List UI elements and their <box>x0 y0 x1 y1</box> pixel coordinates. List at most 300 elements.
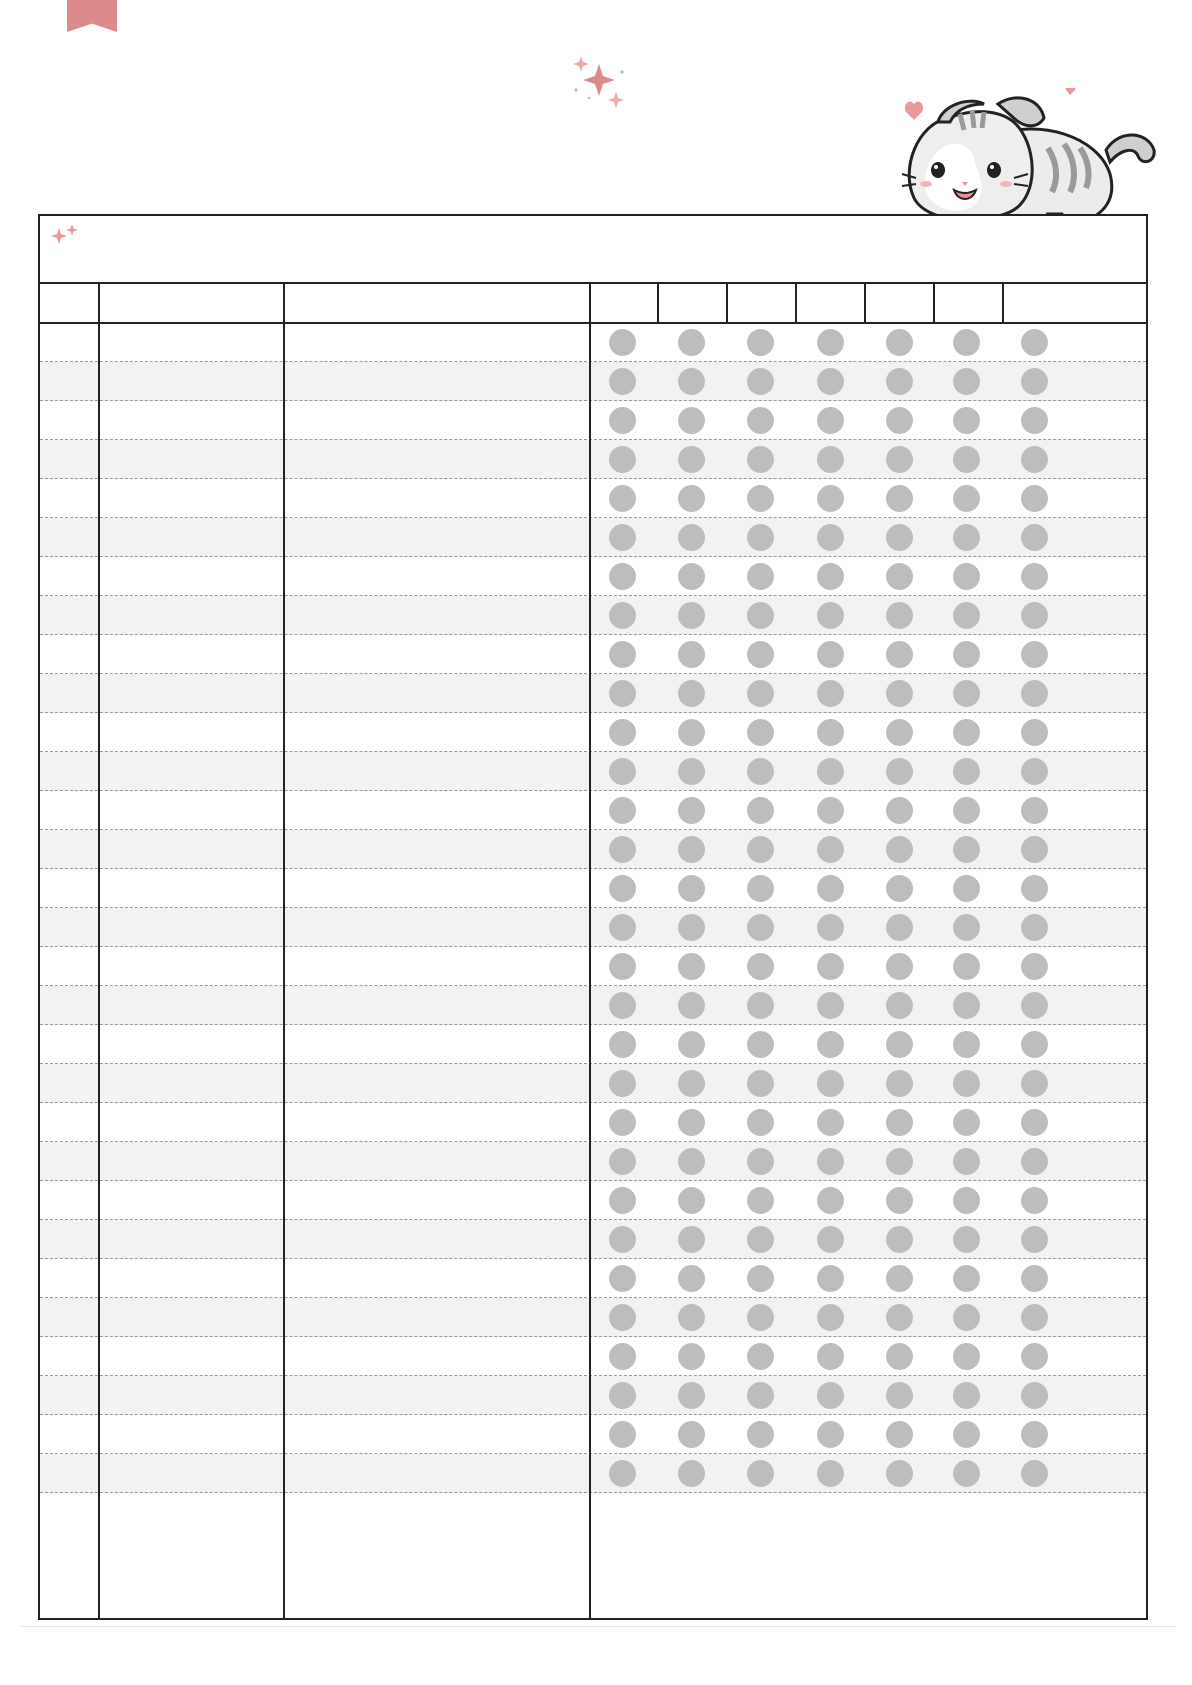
row-number-cell[interactable] <box>40 869 98 907</box>
habit-checkbox[interactable] <box>817 1382 844 1409</box>
habit-checkbox[interactable] <box>1021 914 1048 941</box>
notes-cell[interactable] <box>285 1376 589 1414</box>
habit-checkbox[interactable] <box>886 1109 913 1136</box>
notes-cell[interactable] <box>285 947 589 985</box>
task-cell[interactable] <box>100 1181 283 1219</box>
notes-cell[interactable] <box>285 1181 589 1219</box>
notes-cell[interactable] <box>285 323 589 361</box>
habit-checkbox[interactable] <box>953 1304 980 1331</box>
habit-checkbox[interactable] <box>886 485 913 512</box>
task-cell[interactable] <box>100 752 283 790</box>
habit-checkbox[interactable] <box>1021 1070 1048 1097</box>
habit-checkbox[interactable] <box>747 1265 774 1292</box>
habit-checkbox[interactable] <box>678 1148 705 1175</box>
row-number-cell[interactable] <box>40 947 98 985</box>
habit-checkbox[interactable] <box>747 407 774 434</box>
habit-checkbox[interactable] <box>817 1265 844 1292</box>
notes-cell[interactable] <box>285 1220 589 1258</box>
habit-checkbox[interactable] <box>678 407 705 434</box>
habit-checkbox[interactable] <box>817 1031 844 1058</box>
task-cell[interactable] <box>100 713 283 751</box>
habit-checkbox[interactable] <box>747 836 774 863</box>
habit-checkbox[interactable] <box>609 485 636 512</box>
habit-checkbox[interactable] <box>1021 992 1048 1019</box>
row-number-cell[interactable] <box>40 1493 98 1532</box>
habit-checkbox[interactable] <box>678 797 705 824</box>
habit-checkbox[interactable] <box>1021 1382 1048 1409</box>
notes-cell[interactable] <box>285 1064 589 1102</box>
habit-checkbox[interactable] <box>953 758 980 785</box>
habit-checkbox[interactable] <box>1021 797 1048 824</box>
habit-checkbox[interactable] <box>1021 1226 1048 1253</box>
habit-checkbox[interactable] <box>1021 641 1048 668</box>
habit-checkbox[interactable] <box>609 953 636 980</box>
habit-checkbox[interactable] <box>1021 953 1048 980</box>
row-number-cell[interactable] <box>40 401 98 439</box>
row-number-cell[interactable] <box>40 791 98 829</box>
notes-cell[interactable] <box>285 1298 589 1336</box>
habit-checkbox[interactable] <box>609 446 636 473</box>
habit-checkbox[interactable] <box>747 446 774 473</box>
habit-checkbox[interactable] <box>953 1421 980 1448</box>
task-cell[interactable] <box>100 986 283 1024</box>
habit-checkbox[interactable] <box>1021 1343 1048 1370</box>
habit-checkbox[interactable] <box>953 524 980 551</box>
habit-checkbox[interactable] <box>817 602 844 629</box>
row-number-cell[interactable] <box>40 1298 98 1336</box>
habit-checkbox[interactable] <box>817 1226 844 1253</box>
task-cell[interactable] <box>100 1259 283 1297</box>
row-number-cell[interactable] <box>40 479 98 517</box>
task-cell[interactable] <box>100 1103 283 1141</box>
habit-checkbox[interactable] <box>817 797 844 824</box>
habit-checkbox[interactable] <box>817 446 844 473</box>
notes-cell[interactable] <box>285 1415 589 1453</box>
row-number-cell[interactable] <box>40 635 98 673</box>
habit-checkbox[interactable] <box>609 524 636 551</box>
habit-checkbox[interactable] <box>747 368 774 395</box>
habit-checkbox[interactable] <box>609 1031 636 1058</box>
habit-checkbox[interactable] <box>678 992 705 1019</box>
habit-checkbox[interactable] <box>678 758 705 785</box>
habit-checkbox[interactable] <box>953 563 980 590</box>
habit-checkbox[interactable] <box>953 1382 980 1409</box>
habit-checkbox[interactable] <box>817 368 844 395</box>
habit-checkbox[interactable] <box>747 680 774 707</box>
notes-cell[interactable] <box>285 1493 589 1532</box>
notes-cell[interactable] <box>285 596 589 634</box>
habit-checkbox[interactable] <box>953 1031 980 1058</box>
habit-checkbox[interactable] <box>747 524 774 551</box>
notes-cell[interactable] <box>285 401 589 439</box>
habit-checkbox[interactable] <box>678 1382 705 1409</box>
habit-checkbox[interactable] <box>609 641 636 668</box>
habit-checkbox[interactable] <box>886 953 913 980</box>
habit-checkbox[interactable] <box>747 1460 774 1487</box>
task-cell[interactable] <box>100 1220 283 1258</box>
habit-checkbox[interactable] <box>1021 1265 1048 1292</box>
habit-checkbox[interactable] <box>609 329 636 356</box>
habit-checkbox[interactable] <box>678 1226 705 1253</box>
habit-checkbox[interactable] <box>747 1421 774 1448</box>
row-number-cell[interactable] <box>40 440 98 478</box>
habit-checkbox[interactable] <box>747 1031 774 1058</box>
habit-checkbox[interactable] <box>817 1421 844 1448</box>
habit-checkbox[interactable] <box>747 992 774 1019</box>
habit-checkbox[interactable] <box>609 1226 636 1253</box>
habit-checkbox[interactable] <box>678 641 705 668</box>
habit-checkbox[interactable] <box>747 329 774 356</box>
habit-checkbox[interactable] <box>609 836 636 863</box>
habit-checkbox[interactable] <box>886 1460 913 1487</box>
row-number-cell[interactable] <box>40 1025 98 1063</box>
task-cell[interactable] <box>100 401 283 439</box>
habit-checkbox[interactable] <box>817 1070 844 1097</box>
habit-checkbox[interactable] <box>1021 1109 1048 1136</box>
habit-checkbox[interactable] <box>609 1265 636 1292</box>
habit-checkbox[interactable] <box>817 680 844 707</box>
habit-checkbox[interactable] <box>953 914 980 941</box>
habit-checkbox[interactable] <box>1021 719 1048 746</box>
habit-checkbox[interactable] <box>609 407 636 434</box>
habit-checkbox[interactable] <box>678 836 705 863</box>
habit-checkbox[interactable] <box>1021 1187 1048 1214</box>
habit-checkbox[interactable] <box>1021 485 1048 512</box>
habit-checkbox[interactable] <box>609 992 636 1019</box>
habit-checkbox[interactable] <box>678 1070 705 1097</box>
habit-checkbox[interactable] <box>609 1070 636 1097</box>
habit-checkbox[interactable] <box>953 1226 980 1253</box>
row-number-cell[interactable] <box>40 362 98 400</box>
habit-checkbox[interactable] <box>886 1382 913 1409</box>
habit-checkbox[interactable] <box>678 368 705 395</box>
habit-checkbox[interactable] <box>886 1187 913 1214</box>
row-number-cell[interactable] <box>40 557 98 595</box>
habit-checkbox[interactable] <box>1021 524 1048 551</box>
habit-checkbox[interactable] <box>817 407 844 434</box>
habit-checkbox[interactable] <box>1021 1031 1048 1058</box>
habit-checkbox[interactable] <box>886 563 913 590</box>
task-cell[interactable] <box>100 518 283 556</box>
row-number-cell[interactable] <box>40 1259 98 1297</box>
habit-checkbox[interactable] <box>953 680 980 707</box>
habit-checkbox[interactable] <box>953 368 980 395</box>
habit-checkbox[interactable] <box>678 563 705 590</box>
row-number-cell[interactable] <box>40 518 98 556</box>
row-number-cell[interactable] <box>40 986 98 1024</box>
task-cell[interactable] <box>100 440 283 478</box>
habit-checkbox[interactable] <box>953 992 980 1019</box>
habit-checkbox[interactable] <box>817 836 844 863</box>
notes-cell[interactable] <box>285 440 589 478</box>
habit-checkbox[interactable] <box>609 602 636 629</box>
task-cell[interactable] <box>100 947 283 985</box>
habit-checkbox[interactable] <box>886 719 913 746</box>
task-cell[interactable] <box>100 1025 283 1063</box>
row-number-cell[interactable] <box>40 1064 98 1102</box>
habit-checkbox[interactable] <box>953 953 980 980</box>
habit-checkbox[interactable] <box>609 1109 636 1136</box>
habit-checkbox[interactable] <box>1021 368 1048 395</box>
habit-checkbox[interactable] <box>817 524 844 551</box>
habit-checkbox[interactable] <box>886 1031 913 1058</box>
habit-checkbox[interactable] <box>678 1031 705 1058</box>
habit-checkbox[interactable] <box>1021 1421 1048 1448</box>
habit-checkbox[interactable] <box>609 758 636 785</box>
habit-checkbox[interactable] <box>747 1343 774 1370</box>
habit-checkbox[interactable] <box>609 1187 636 1214</box>
notes-cell[interactable] <box>285 1337 589 1375</box>
habit-checkbox[interactable] <box>817 719 844 746</box>
title-area[interactable] <box>40 216 1146 284</box>
habit-checkbox[interactable] <box>747 602 774 629</box>
row-number-cell[interactable] <box>40 752 98 790</box>
habit-checkbox[interactable] <box>953 1460 980 1487</box>
habit-checkbox[interactable] <box>747 797 774 824</box>
habit-checkbox[interactable] <box>1021 836 1048 863</box>
notes-cell[interactable] <box>285 1454 589 1492</box>
notes-cell[interactable] <box>285 674 589 712</box>
habit-checkbox[interactable] <box>817 1148 844 1175</box>
habit-checkbox[interactable] <box>886 1226 913 1253</box>
task-cell[interactable] <box>100 869 283 907</box>
habit-checkbox[interactable] <box>678 680 705 707</box>
habit-checkbox[interactable] <box>747 875 774 902</box>
habit-checkbox[interactable] <box>953 1265 980 1292</box>
row-number-cell[interactable] <box>40 674 98 712</box>
habit-checkbox[interactable] <box>817 875 844 902</box>
habit-checkbox[interactable] <box>953 641 980 668</box>
habit-checkbox[interactable] <box>953 719 980 746</box>
habit-checkbox[interactable] <box>747 485 774 512</box>
habit-checkbox[interactable] <box>817 329 844 356</box>
habit-checkbox[interactable] <box>609 680 636 707</box>
row-number-cell[interactable] <box>40 1181 98 1219</box>
task-cell[interactable] <box>100 908 283 946</box>
habit-checkbox[interactable] <box>953 1148 980 1175</box>
task-cell[interactable] <box>100 323 283 361</box>
habit-checkbox[interactable] <box>747 1382 774 1409</box>
habit-checkbox[interactable] <box>678 1109 705 1136</box>
row-number-cell[interactable] <box>40 596 98 634</box>
habit-checkbox[interactable] <box>886 875 913 902</box>
habit-checkbox[interactable] <box>747 914 774 941</box>
habit-checkbox[interactable] <box>1021 758 1048 785</box>
row-number-cell[interactable] <box>40 1376 98 1414</box>
notes-cell[interactable] <box>285 713 589 751</box>
habit-checkbox[interactable] <box>953 1343 980 1370</box>
habit-checkbox[interactable] <box>678 914 705 941</box>
task-cell[interactable] <box>100 1415 283 1453</box>
habit-checkbox[interactable] <box>1021 329 1048 356</box>
habit-checkbox[interactable] <box>1021 407 1048 434</box>
habit-checkbox[interactable] <box>953 407 980 434</box>
task-cell[interactable] <box>100 362 283 400</box>
habit-checkbox[interactable] <box>678 1460 705 1487</box>
habit-checkbox[interactable] <box>953 329 980 356</box>
habit-checkbox[interactable] <box>747 563 774 590</box>
habit-checkbox[interactable] <box>609 368 636 395</box>
habit-checkbox[interactable] <box>886 680 913 707</box>
habit-checkbox[interactable] <box>747 641 774 668</box>
habit-checkbox[interactable] <box>817 641 844 668</box>
habit-checkbox[interactable] <box>817 914 844 941</box>
habit-checkbox[interactable] <box>1021 1460 1048 1487</box>
habit-checkbox[interactable] <box>747 1148 774 1175</box>
habit-checkbox[interactable] <box>747 1070 774 1097</box>
habit-checkbox[interactable] <box>817 992 844 1019</box>
habit-checkbox[interactable] <box>609 563 636 590</box>
notes-cell[interactable] <box>285 362 589 400</box>
task-cell[interactable] <box>100 1337 283 1375</box>
habit-checkbox[interactable] <box>817 953 844 980</box>
habit-checkbox[interactable] <box>678 329 705 356</box>
habit-checkbox[interactable] <box>886 446 913 473</box>
habit-checkbox[interactable] <box>1021 446 1048 473</box>
habit-checkbox[interactable] <box>1021 1148 1048 1175</box>
row-number-cell[interactable] <box>40 1103 98 1141</box>
habit-checkbox[interactable] <box>886 641 913 668</box>
task-cell[interactable] <box>100 830 283 868</box>
habit-checkbox[interactable] <box>609 914 636 941</box>
habit-checkbox[interactable] <box>886 914 913 941</box>
task-cell[interactable] <box>100 557 283 595</box>
notes-cell[interactable] <box>285 518 589 556</box>
task-cell[interactable] <box>100 674 283 712</box>
habit-checkbox[interactable] <box>886 407 913 434</box>
habit-checkbox[interactable] <box>886 524 913 551</box>
row-number-cell[interactable] <box>40 323 98 361</box>
habit-checkbox[interactable] <box>1021 602 1048 629</box>
habit-checkbox[interactable] <box>953 797 980 824</box>
habit-checkbox[interactable] <box>678 446 705 473</box>
notes-cell[interactable] <box>285 1259 589 1297</box>
notes-cell[interactable] <box>285 752 589 790</box>
notes-cell[interactable] <box>285 557 589 595</box>
row-number-cell[interactable] <box>40 1142 98 1180</box>
habit-checkbox[interactable] <box>886 368 913 395</box>
habit-checkbox[interactable] <box>886 797 913 824</box>
notes-cell[interactable] <box>285 1142 589 1180</box>
habit-checkbox[interactable] <box>953 446 980 473</box>
habit-checkbox[interactable] <box>747 719 774 746</box>
habit-checkbox[interactable] <box>609 1421 636 1448</box>
habit-checkbox[interactable] <box>678 602 705 629</box>
habit-checkbox[interactable] <box>678 875 705 902</box>
notes-cell[interactable] <box>285 986 589 1024</box>
habit-checkbox[interactable] <box>609 1148 636 1175</box>
habit-checkbox[interactable] <box>1021 680 1048 707</box>
habit-checkbox[interactable] <box>678 1187 705 1214</box>
task-cell[interactable] <box>100 1064 283 1102</box>
row-number-cell[interactable] <box>40 1415 98 1453</box>
task-cell[interactable] <box>100 791 283 829</box>
habit-checkbox[interactable] <box>747 1304 774 1331</box>
habit-checkbox[interactable] <box>886 992 913 1019</box>
task-cell[interactable] <box>100 1298 283 1336</box>
row-number-cell[interactable] <box>40 1337 98 1375</box>
habit-checkbox[interactable] <box>1021 875 1048 902</box>
habit-checkbox[interactable] <box>609 1460 636 1487</box>
notes-cell[interactable] <box>285 1103 589 1141</box>
habit-checkbox[interactable] <box>678 1304 705 1331</box>
habit-checkbox[interactable] <box>817 1304 844 1331</box>
task-cell[interactable] <box>100 1454 283 1492</box>
habit-checkbox[interactable] <box>678 953 705 980</box>
habit-checkbox[interactable] <box>609 797 636 824</box>
habit-checkbox[interactable] <box>953 485 980 512</box>
task-cell[interactable] <box>100 479 283 517</box>
habit-checkbox[interactable] <box>817 1109 844 1136</box>
habit-checkbox[interactable] <box>678 1421 705 1448</box>
habit-checkbox[interactable] <box>817 563 844 590</box>
habit-checkbox[interactable] <box>886 602 913 629</box>
habit-checkbox[interactable] <box>1021 563 1048 590</box>
notes-cell[interactable] <box>285 791 589 829</box>
row-number-cell[interactable] <box>40 830 98 868</box>
task-cell[interactable] <box>100 635 283 673</box>
task-cell[interactable] <box>100 1376 283 1414</box>
task-cell[interactable] <box>100 1493 283 1532</box>
habit-checkbox[interactable] <box>886 1421 913 1448</box>
row-number-cell[interactable] <box>40 1220 98 1258</box>
habit-checkbox[interactable] <box>886 1148 913 1175</box>
notes-cell[interactable] <box>285 479 589 517</box>
habit-checkbox[interactable] <box>609 875 636 902</box>
habit-checkbox[interactable] <box>953 1070 980 1097</box>
habit-checkbox[interactable] <box>886 1265 913 1292</box>
habit-checkbox[interactable] <box>817 1460 844 1487</box>
habit-checkbox[interactable] <box>886 329 913 356</box>
habit-checkbox[interactable] <box>886 1304 913 1331</box>
habit-checkbox[interactable] <box>953 836 980 863</box>
habit-checkbox[interactable] <box>886 1343 913 1370</box>
habit-checkbox[interactable] <box>953 1187 980 1214</box>
row-number-cell[interactable] <box>40 1454 98 1492</box>
habit-checkbox[interactable] <box>678 485 705 512</box>
habit-checkbox[interactable] <box>747 1187 774 1214</box>
notes-cell[interactable] <box>285 869 589 907</box>
habit-checkbox[interactable] <box>678 719 705 746</box>
habit-checkbox[interactable] <box>609 719 636 746</box>
habit-checkbox[interactable] <box>817 1187 844 1214</box>
habit-checkbox[interactable] <box>886 836 913 863</box>
notes-cell[interactable] <box>285 1025 589 1063</box>
row-number-cell[interactable] <box>40 713 98 751</box>
habit-checkbox[interactable] <box>1021 1304 1048 1331</box>
habit-checkbox[interactable] <box>747 1109 774 1136</box>
habit-checkbox[interactable] <box>817 485 844 512</box>
habit-checkbox[interactable] <box>747 1226 774 1253</box>
task-cell[interactable] <box>100 1142 283 1180</box>
habit-checkbox[interactable] <box>953 875 980 902</box>
habit-checkbox[interactable] <box>747 953 774 980</box>
habit-checkbox[interactable] <box>953 1109 980 1136</box>
habit-checkbox[interactable] <box>609 1382 636 1409</box>
habit-checkbox[interactable] <box>678 524 705 551</box>
row-number-cell[interactable] <box>40 908 98 946</box>
habit-checkbox[interactable] <box>953 602 980 629</box>
notes-cell[interactable] <box>285 830 589 868</box>
habit-checkbox[interactable] <box>817 1343 844 1370</box>
habit-checkbox[interactable] <box>678 1265 705 1292</box>
habit-checkbox[interactable] <box>817 758 844 785</box>
notes-cell[interactable] <box>285 908 589 946</box>
habit-checkbox[interactable] <box>678 1343 705 1370</box>
habit-checkbox[interactable] <box>886 1070 913 1097</box>
habit-checkbox[interactable] <box>886 758 913 785</box>
habit-checkbox[interactable] <box>747 758 774 785</box>
